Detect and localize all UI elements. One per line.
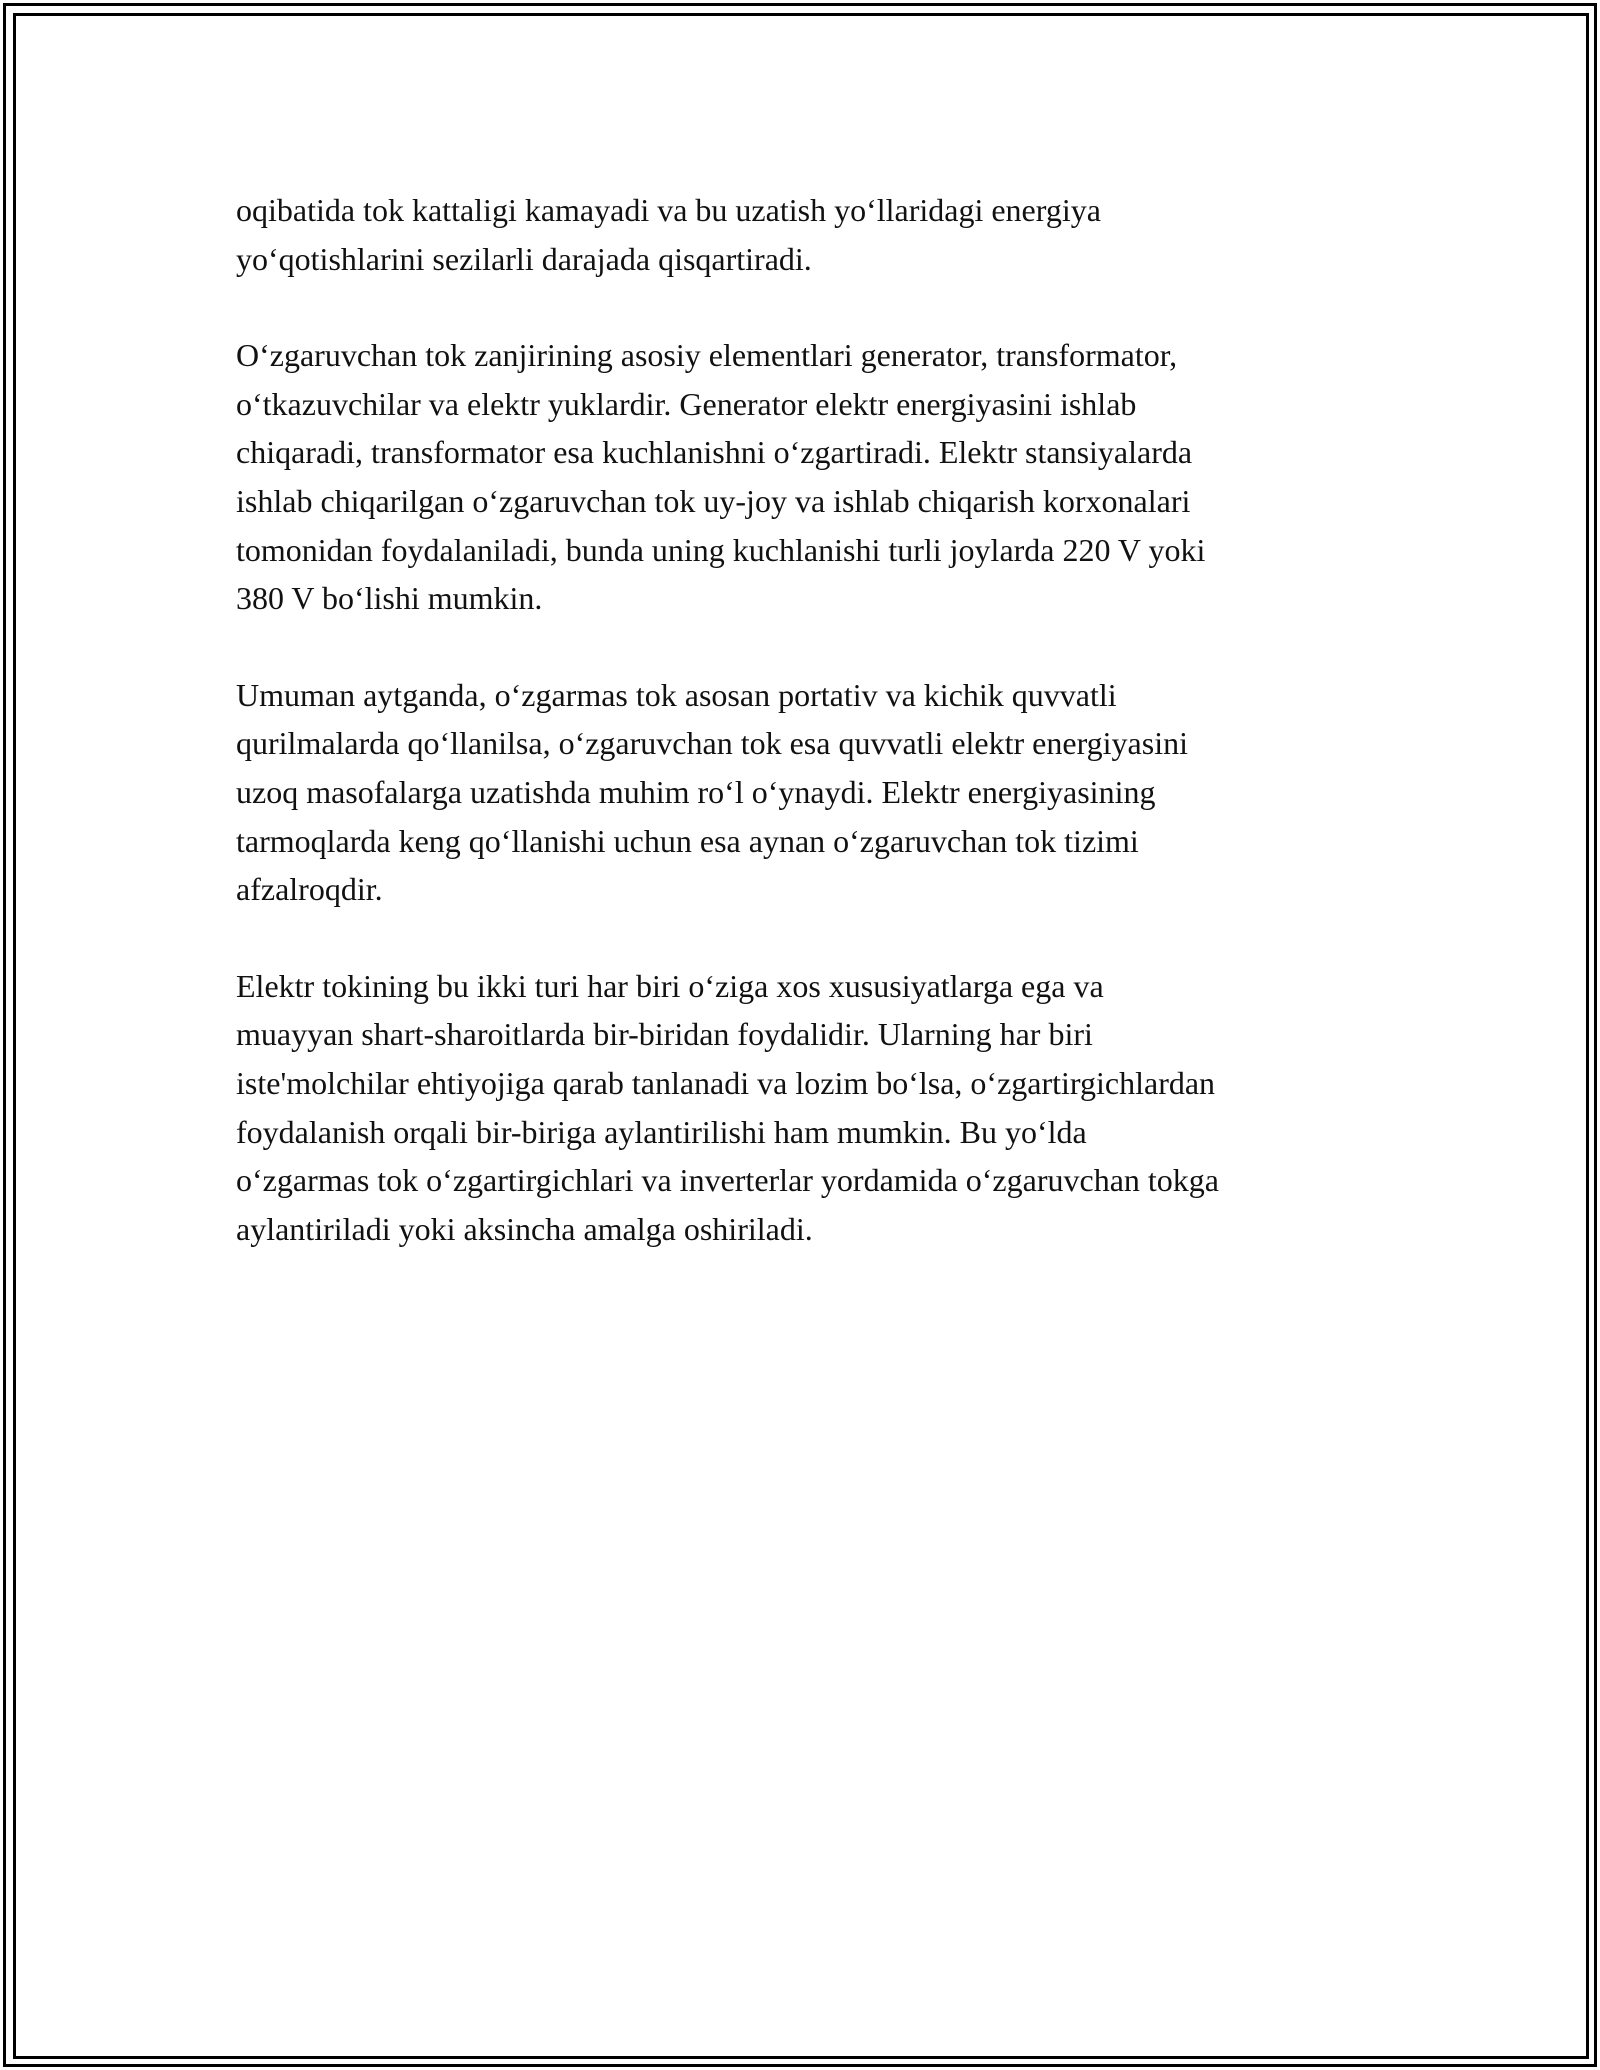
paragraph-2 <box>236 331 1376 623</box>
text-line: Umuman aytganda, o‘zgarmas tok asosan portativ va kichik quvvatli <box>236 676 1117 713</box>
text-line: iste'molchilar ehtiyojiga qarab tanlanadi va lozim bo‘lsa, o‘zgartirgichlardan <box>236 1064 1216 1101</box>
text-line: foydalanish orqali bir-biriga aylantirilishi ham mumkin. Bu yo‘lda <box>236 1113 1087 1150</box>
text-line: tarmoqlarda keng qo‘llanishi uchun esa aynan o‘zgaruvchan tok tizimi <box>236 822 1139 859</box>
paragraph-3 <box>236 671 1376 914</box>
text-line: 380 V bo‘lishi mumkin. <box>236 580 543 617</box>
text-line: oqibatida tok kattaligi kamayadi va bu uzatish yo‘llaridagi energiya <box>236 192 1101 228</box>
text-line: tomonidan foydalaniladi, bunda uning kuchlanishi turli joylarda 220 V yoki <box>236 531 1206 568</box>
text-line: O‘zgaruvchan tok zanjirining asosiy elementlari generator, transformator, <box>236 337 1178 374</box>
paragraph-1 <box>236 186 1376 283</box>
text-line: aylantiriladi yoki aksincha amalga oshiriladi. <box>236 1210 813 1247</box>
text-line: o‘zgarmas tok o‘zgartirgichlari va inverterlar yordamida o‘zgaruvchan tokga <box>236 1162 1219 1199</box>
text-line: o‘tkazuvchilar va elektr yuklardir. Generator elektr energiyasini ishlab <box>236 385 1137 422</box>
text-line: chiqaradi, transformator esa kuchlanishni o‘zgartiradi. Elektr stansiyalarda <box>236 434 1193 471</box>
text-line: afzalroqdir. <box>236 871 383 908</box>
paragraph-4 <box>236 962 1376 1254</box>
text-line: qurilmalarda qo‘llanilsa, o‘zgaruvchan tok esa quvvatli elektr energiyasini <box>236 725 1188 762</box>
text-line: muayyan shart-sharoitlarda bir-biridan foydalidir. Ularning har biri <box>236 1016 1093 1053</box>
text-line: yo‘qotishlarini sezilarli darajada qisqartiradi. <box>236 240 812 277</box>
text-line: Elektr tokining bu ikki turi har biri o‘ziga xos xususiyatlarga ega va <box>236 967 1104 1004</box>
document-body <box>236 186 1376 1301</box>
text-line: ishlab chiqarilgan o‘zgaruvchan tok uy-joy va ishlab chiqarish korxonalari <box>236 482 1191 519</box>
text-line: uzoq masofalarga uzatishda muhim ro‘l o‘ynaydi. Elektr energiyasining <box>236 773 1156 810</box>
